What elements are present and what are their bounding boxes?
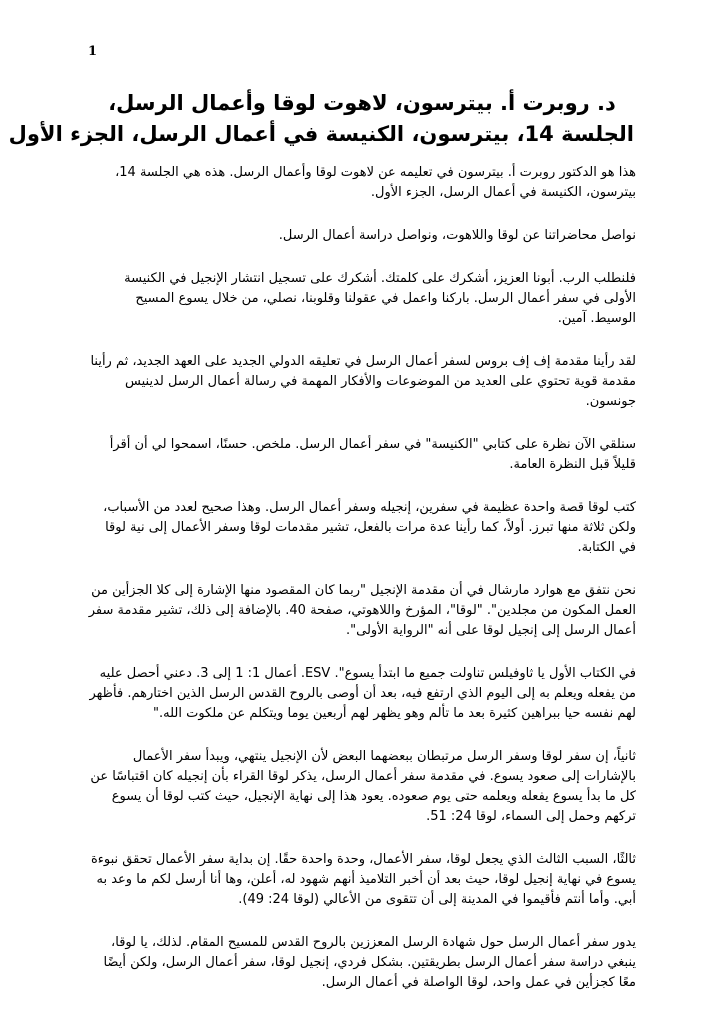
title-line-1: د. روبرت أ. بيترسون، لاهوت لوقا وأعمال الرسل، <box>108 91 616 115</box>
paragraph-prayer: فلنطلب الرب. أبونا العزيز، أشكرك على كلمتك. أشكرك على تسجيل انتشار الإنجيل في الكنيسة الأولى في سفر أعمال الرسل. باركنا واعمل في عقولنا وقلوبنا، نصلي، من خلال يسوع المسيح الوسيط. آمين. <box>124 271 636 326</box>
paragraph-bruce-johnson: لقد رأينا مقدمة إف إف بروس لسفر أعمال الرسل في تعليقه الدولي الجديد على العهد الجديد، ثم رأينا مقدمة قوية تحتوي على العديد من الموضوعات والأفكار المهمة في رسالة أعمال الرسل لدينيس جونسون. <box>90 354 636 409</box>
title-line-2: الجلسة 14، بيترسون، الكنيسة في أعمال الرسل، الجزء الأول <box>8 122 634 146</box>
page-number: 1 <box>88 44 98 59</box>
paragraph-marshall: نحن نتفق مع هوارد مارشال في أن مقدمة الإنجيل "ربما كان المقصود منها الإشارة إلى كلا الجزأين من العمل المكون من مجلدين". "لوقا"، المؤرخ واللاهوتي، صفحة 40. بالإضافة إلى ذلك، تشير مقدمة سفر أعمال الرسل إلى إنجيل لوقا على أنه "الرواية الأولى". <box>88 583 636 638</box>
paragraph-second-reason: ثانياً، إن سفر لوقا وسفر الرسل مرتبطان ببعضهما البعض لأن الإنجيل ينتهي، ويبدأ سفر الأعمال بالإشارات إلى صعود يسوع. في مقدمة سفر أعمال الرسل، يذكر لوقا القراء بأن إنجيله كان اقتباسًا عن كل ما بدأ يسوع يفعله ويعلمه حتى يوم صعوده. يعود هذا إلى نهاية الإنجيل، حيث كتب لوقا أن يسوع تركهم وحمل إلى السماء، لوقا 24: 51. <box>90 749 636 824</box>
document-body <box>88 163 636 1016</box>
paragraph-one-story: كتب لوقا قصة واحدة عظيمة في سفرين، إنجيله وسفر أعمال الرسل. وهذا صحيح لعدد من الأسباب، ولكن ثلاثة منها تبرز. أولاً، كما رأينا عدة مرات بالفعل، تشير مقدمات لوقا وسفر الأعمال إلى نية لوقا في الكتابة. <box>103 500 636 555</box>
document-title <box>8 88 634 150</box>
paragraph-acts-quote: في الكتاب الأول يا ثاوفيلس تناولت جميع ما ابتدأ يسوع". ESV. أعمال 1: 1 إلى 3. دعني أحصل عليه من يفعله ويعلم به إلى اليوم الذي ارتفع فيه، بعد أن أوصى بالروح القدس الرسل الذين اختارهم. فأظهر لهم نفسه حيا ببراهين كثيرة بعد ما تألم وهو يظهر لهم أربعين يوما ويتكلم عن ملكوت الله." <box>89 666 636 721</box>
paragraph-continue: نواصل محاضراتنا عن لوقا واللاهوت، ونواصل دراسة أعمال الرسل. <box>278 228 636 243</box>
paragraph-summary: سنلقي الآن نظرة على كتابي "الكنيسة" في سفر أعمال الرسل. ملخص. حسنًا، اسمحوا لي أن أقرأ قليلاً قبل النظرة العامة. <box>109 437 636 472</box>
paragraph-third-reason: ثالثًا، السبب الثالث الذي يجعل لوقا، سفر الأعمال، وحدة واحدة حقًا. إن بداية سفر الأعمال تحقق نبوءة يسوع في نهاية إنجيل لوقا، حيث بعد أن أخبر التلاميذ أنهم شهود له، أعلن، وها أنا أرسل لكم ما وعد به أبي. وأما أنتم فأقيموا في المدينة إلى أن تتقوى من الأعالي (لوقا 24: 49). <box>90 852 636 907</box>
paragraph-intro: هذا هو الدكتور روبرت أ. بيترسون في تعليمه عن لاهوت لوقا وأعمال الرسل. هذه هي الجلسة 14، بيترسون، الكنيسة في أعمال الرسل، الجزء الأول. <box>115 165 636 200</box>
paragraph-conclusion: يدور سفر أعمال الرسل حول شهادة الرسل المعززين بالروح القدس للمسيح المقام. لذلك، يا لوقا، ينبغي دراسة سفر أعمال الرسل بطريقتين. بشكل فردي، إنجيل لوقا، سفر أعمال الرسل، ولكن أيضًا معًا كجزأين في عمل واحد، لوقا الواصلة في أعمال الرسل. <box>103 935 636 990</box>
